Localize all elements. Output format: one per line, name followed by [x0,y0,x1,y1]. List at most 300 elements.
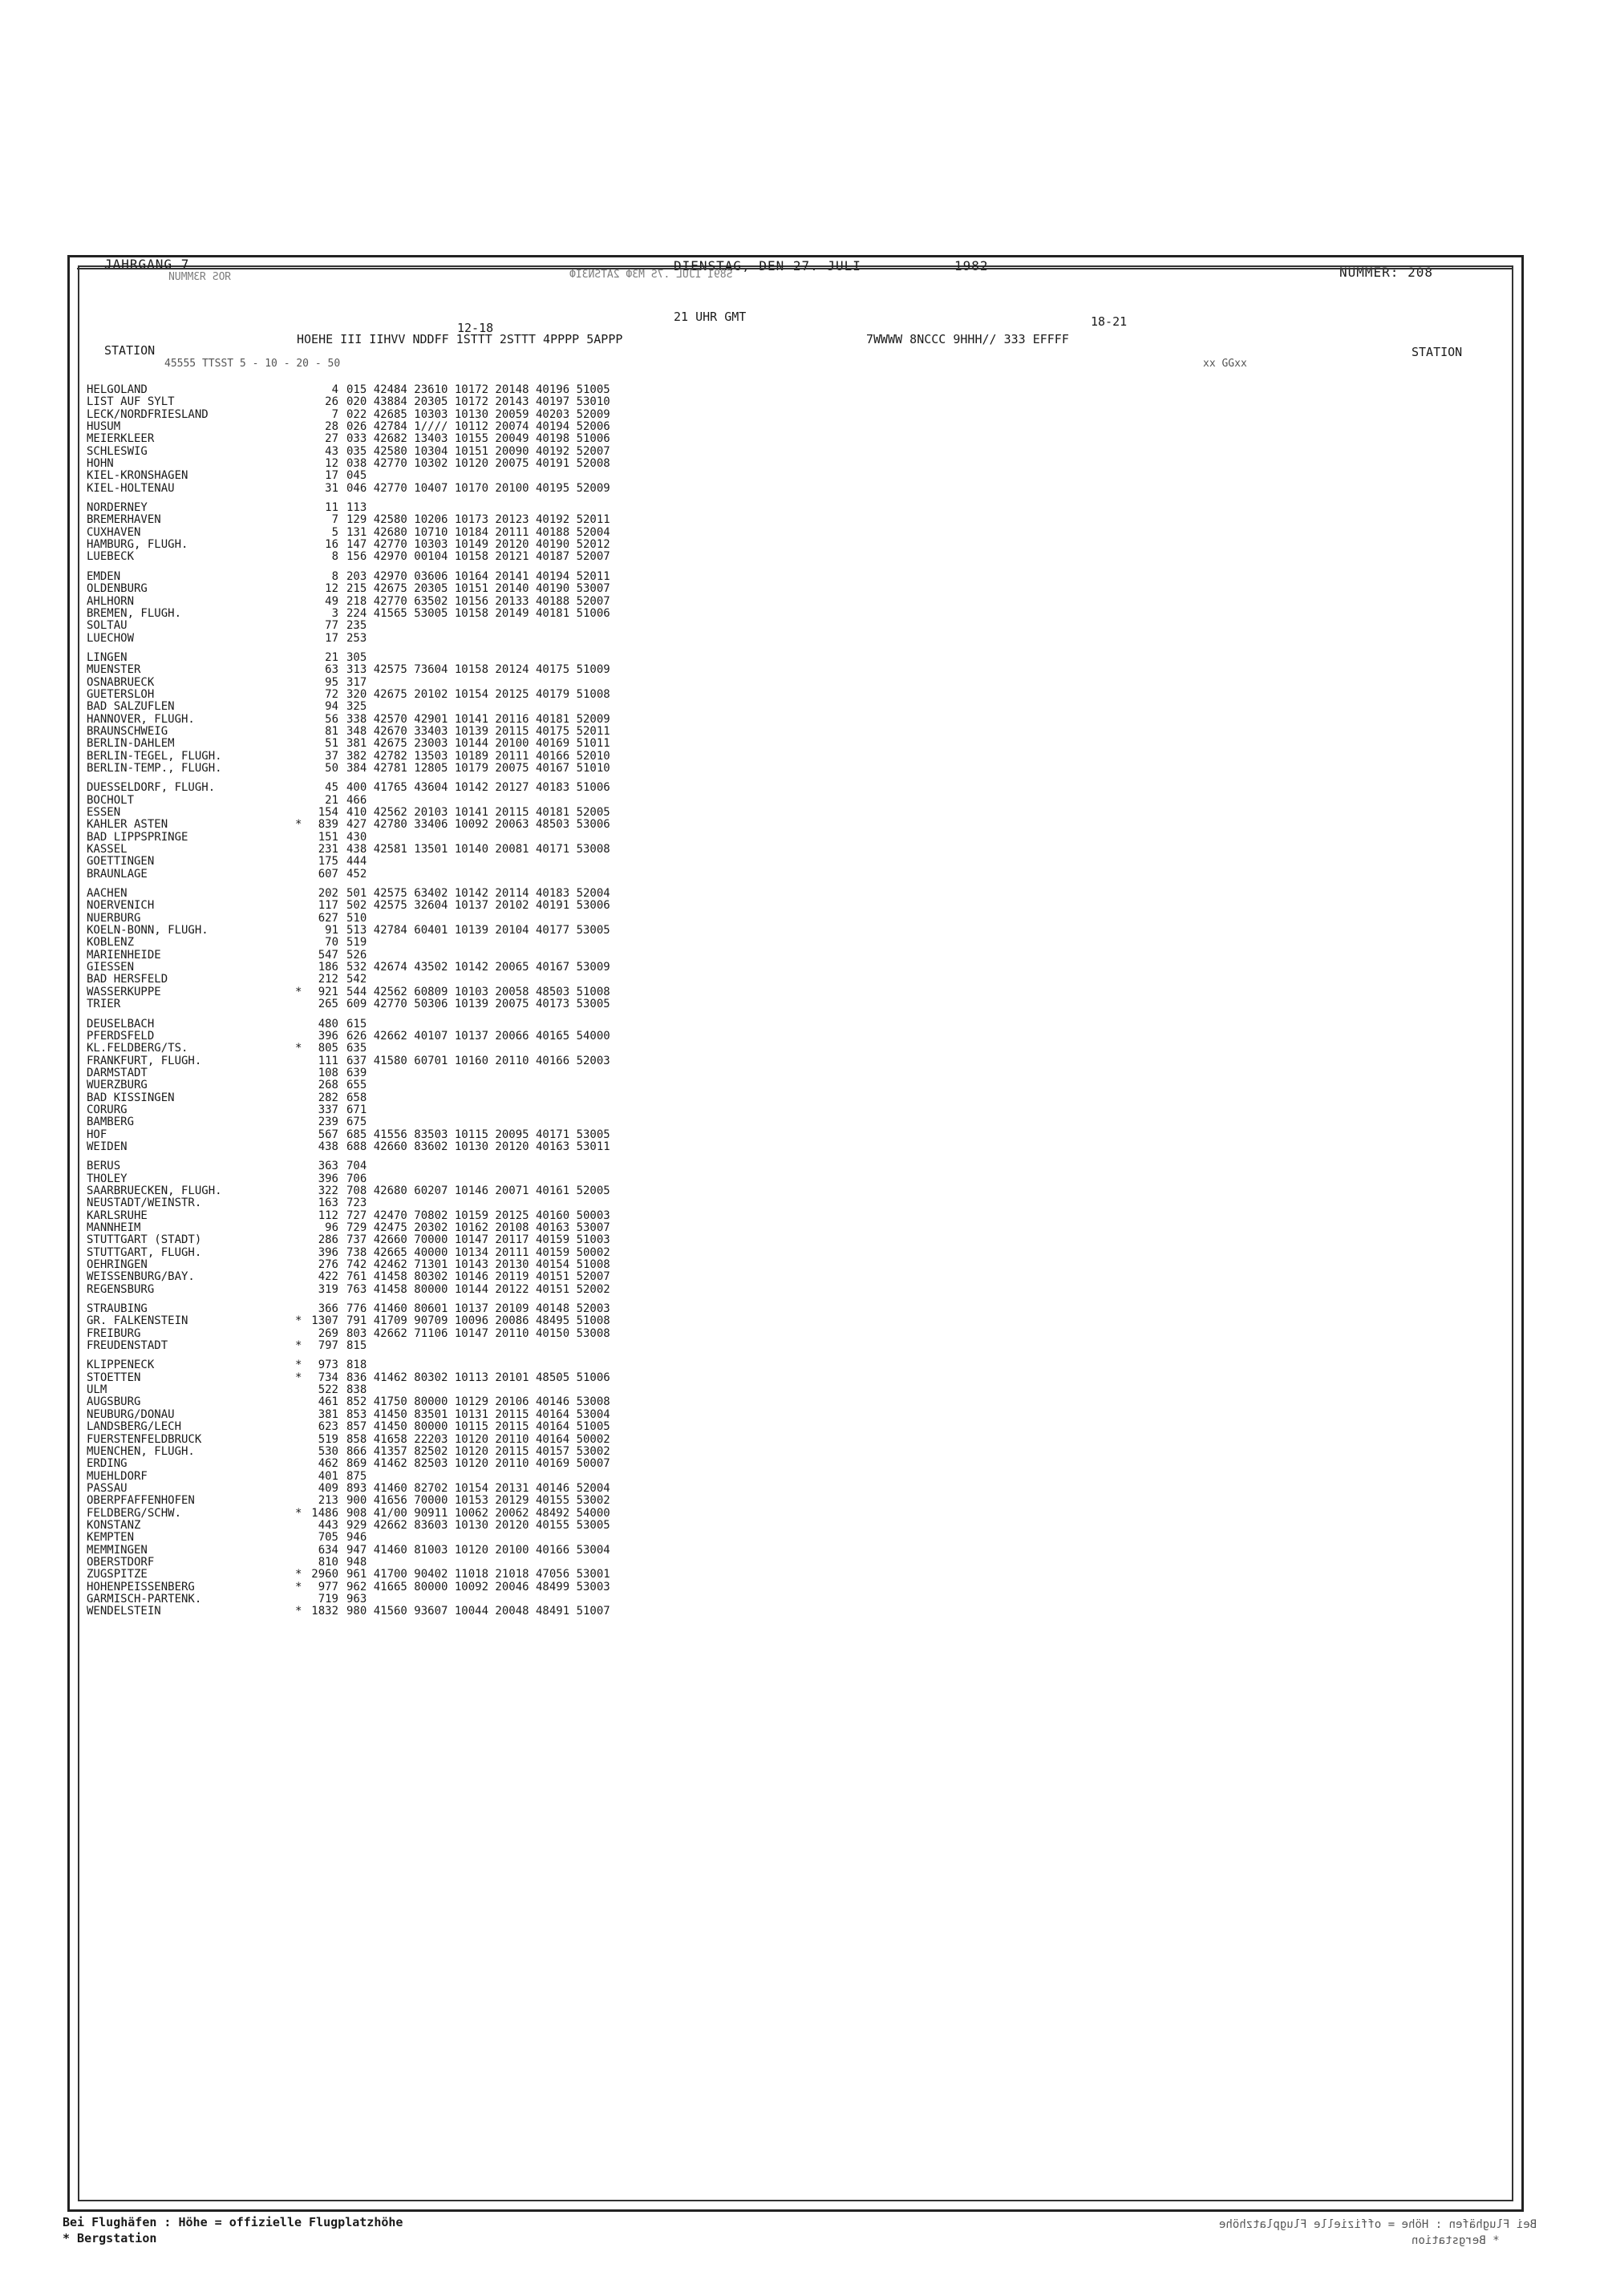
synop-data: 791 41709 90709 10096 20086 48495 51008 [346,1314,610,1328]
synop-data: 384 42781 12805 10179 20075 40167 51010 [346,761,610,775]
station-height: 7 [331,407,338,421]
synop-data: 858 41658 22203 10120 20110 40164 50002 [346,1432,610,1446]
synop-data: 444 [346,855,367,869]
station-name: WEISSENBURG/BAY. [87,1270,195,1284]
station-height: 70 [325,936,338,950]
station-height: 634 [318,1543,338,1557]
table-row [87,750,1498,762]
table-row [87,1457,1498,1469]
synop-data: 502 42575 32604 10137 20102 40191 53006 [346,899,610,913]
table-row [87,831,1498,843]
table-row [87,936,1498,948]
station-name: CUXHAVEN [87,525,141,539]
table-row [87,1507,1498,1519]
station-height: 81 [325,724,338,738]
station-height: 112 [318,1209,338,1222]
synop-data: 763 41458 80000 10144 20122 40151 52002 [346,1282,610,1296]
station-height: 1832 [311,1605,338,1618]
synop-data: 215 42675 20305 10151 20140 40190 53007 [346,582,610,596]
station-height: 797 [318,1339,338,1353]
synop-data: 866 41357 82502 10120 20115 40157 53002 [346,1444,610,1458]
table-row [87,1302,1498,1314]
station-name: KONSTANZ [87,1518,141,1532]
station-height: 95 [325,675,338,689]
station-name: MEMMINGEN [87,1543,148,1557]
synop-data: 869 41462 82503 10120 20110 40169 50007 [346,1457,610,1471]
synop-data: 961 41700 90402 11018 21018 47056 53001 [346,1568,610,1581]
station-height: 91 [325,924,338,937]
synop-data: 224 41565 53005 10158 20149 40181 51006 [346,606,610,620]
synop-data: 427 42780 33406 10092 20063 48503 53006 [346,818,610,832]
station-height: 51 [325,737,338,751]
table-row [87,1470,1498,1482]
mountain-marker: * [295,1359,302,1372]
station-name: HOHN [87,457,114,471]
synop-data: 526 [346,948,367,962]
station-name: LECK/NORDFRIESLAND [87,407,209,421]
synop-data: 727 42470 70802 10159 20125 40160 50003 [346,1209,610,1222]
station-name: BAD HERSFELD [87,973,168,986]
station-name: HAMBURG, FLUGH. [87,538,188,552]
synop-data: 501 42575 63402 10142 20114 40183 52004 [346,887,610,901]
station-height: 805 [318,1042,338,1055]
station-name: NEUBURG/DONAU [87,1407,175,1421]
table-row [87,1258,1498,1270]
station-height: 212 [318,973,338,986]
station-name: TRIER [87,998,121,1011]
table-row [87,912,1498,924]
synop-data: 532 42674 43502 10142 20065 40167 53009 [346,961,610,974]
station-height: 366 [318,1302,338,1316]
station-height: 4 [331,383,338,396]
table-row [87,949,1498,961]
station-name: ZUGSPITZE [87,1568,148,1581]
synop-data: 852 41750 80000 10129 20106 40146 53008 [346,1395,610,1409]
station-height: 96 [325,1221,338,1234]
table-row [87,986,1498,998]
synop-data: 513 42784 60401 10139 20104 40177 53005 [346,924,610,937]
synop-data: 430 [346,830,367,844]
synop-data: 015 42484 23610 10172 20148 40196 51005 [346,383,610,396]
group-spacer [87,1152,1498,1160]
table-row [87,663,1498,675]
table-row [87,725,1498,737]
synop-data: 875 [346,1469,367,1483]
synop-data: 761 41458 80302 10146 20119 40151 52007 [346,1270,610,1284]
table-row [87,924,1498,936]
synop-data: 026 42784 1//// 10112 20074 40194 52006 [346,420,610,434]
station-height: 268 [318,1079,338,1092]
mountain-marker: * [295,1314,302,1328]
table-row [87,501,1498,513]
station-height: 37 [325,749,338,763]
station-height: 49 [325,594,338,608]
table-row [87,899,1498,911]
station-height: 810 [318,1555,338,1569]
header-rule [77,268,1513,269]
station-height: 28 [325,420,338,434]
station-name: NOERVENICH [87,899,155,913]
synop-data: 929 42662 83603 10130 20120 40155 53005 [346,1518,610,1532]
group-spacer [87,1010,1498,1018]
station-height: 50 [325,761,338,775]
mountain-marker: * [295,1339,302,1353]
station-name: HOF [87,1128,107,1141]
station-height: 3 [331,606,338,620]
station-height: 409 [318,1481,338,1495]
station-height: 231 [318,843,338,856]
group-spacer [87,494,1498,501]
synop-data: 046 42770 10407 10170 20100 40195 52009 [346,481,610,495]
synop-data: 400 41765 43604 10142 20127 40183 51006 [346,781,610,795]
table-row [87,1184,1498,1197]
synop-data: 635 [346,1042,367,1055]
table-row [87,1042,1498,1054]
station-name: FRANKFURT, FLUGH. [87,1054,202,1067]
station-name: GUETERSLOH [87,687,155,701]
station-height: 519 [318,1432,338,1446]
station-name: FREIBURG [87,1326,141,1340]
synop-data: 948 [346,1555,367,1569]
station-name: ESSEN [87,806,121,819]
table-row [87,1197,1498,1209]
synop-data: 685 41556 83503 10115 20095 40171 53005 [346,1128,610,1141]
station-name: KLIPPENECK [87,1359,155,1372]
station-height: 719 [318,1592,338,1606]
station-name: BRAUNSCHWEIG [87,724,168,738]
synop-data: 947 41460 81003 10120 20100 40166 53004 [346,1543,610,1557]
synop-data: 305 [346,650,367,664]
station-name: KEMPTEN [87,1531,135,1545]
table-row [87,1605,1498,1617]
station-height: 11 [325,501,338,515]
table-row [87,1233,1498,1245]
table-row [87,513,1498,525]
synop-data: 038 42770 10302 10120 20075 40191 52008 [346,457,610,471]
footnote-airports: Bei Flughäfen : Höhe = offizielle Flugplatzhöhe [63,2215,403,2229]
mountain-marker: * [295,1506,302,1520]
station-name: WUERZBURG [87,1079,148,1092]
table-row [87,1103,1498,1116]
station-name: BOCHOLT [87,793,135,807]
table-row [87,1433,1498,1445]
table-row [87,482,1498,494]
table-row [87,1140,1498,1152]
station-height: 623 [318,1420,338,1434]
table-row [87,1371,1498,1383]
group-spacer [87,774,1498,781]
station-name: BERLIN-DAHLEM [87,737,175,751]
table-row [87,855,1498,867]
station-name: DARMSTADT [87,1066,148,1079]
station-name: BAD KISSINGEN [87,1091,175,1104]
station-name: BERLIN-TEGEL, FLUGH. [87,749,222,763]
table-row [87,383,1498,395]
station-height: 480 [318,1017,338,1031]
table-row [87,651,1498,663]
table-row [87,700,1498,712]
station-name: PASSAU [87,1481,128,1495]
station-name: MUEHLDORF [87,1469,148,1483]
station-height: 5 [331,525,338,539]
synop-data: 313 42575 73604 10158 20124 40175 51009 [346,663,610,677]
synop-data: 348 42670 33403 10139 20115 40175 52011 [346,724,610,738]
synop-data: 609 42770 50306 10139 20075 40173 53005 [346,998,610,1011]
table-row [87,961,1498,973]
footnote-mountain: * Bergstation [63,2231,157,2245]
hours-range: 18-21 [1091,314,1128,329]
station-name: OEHRINGEN [87,1258,148,1272]
station-height: 422 [318,1270,338,1284]
station-name: BAMBERG [87,1116,135,1129]
station-name: STUTTGART (STADT) [87,1233,202,1247]
synop-data: 655 [346,1079,367,1092]
station-height: 56 [325,712,338,726]
table-row [87,457,1498,469]
table-row [87,1018,1498,1030]
station-name: AACHEN [87,887,128,901]
station-height: 8 [331,550,338,564]
station-name: STOETTEN [87,1371,141,1384]
nummer-label: NUMMER: 208 [1339,265,1433,280]
station-height: 337 [318,1103,338,1116]
synop-data: 022 42685 10303 10130 20059 40203 52009 [346,407,610,421]
table-row [87,1383,1498,1395]
table-row [87,538,1498,550]
synop-data: 626 42662 40107 10137 20066 40165 54000 [346,1029,610,1043]
station-height: 461 [318,1395,338,1409]
group-spacer [87,563,1498,570]
synop-data: 857 41450 80000 10115 20115 40164 51005 [346,1420,610,1434]
station-height: 151 [318,830,338,844]
station-height: 26 [325,395,338,409]
station-name: BREMEN, FLUGH. [87,606,182,620]
station-height: 921 [318,985,338,998]
synop-data: 658 [346,1091,367,1104]
station-name: KAHLER ASTEN [87,818,168,832]
station-height: 734 [318,1371,338,1384]
station-name: BERLIN-TEMP., FLUGH. [87,761,222,775]
station-name: LUECHOW [87,631,135,645]
station-name: LUEBECK [87,550,135,564]
station-height: 530 [318,1444,338,1458]
table-row [87,1359,1498,1371]
station-name: SAARBRUECKEN, FLUGH. [87,1184,222,1197]
station-height: 108 [318,1066,338,1079]
synop-data: 639 [346,1066,367,1079]
station-name: EMDEN [87,569,121,583]
table-row [87,1030,1498,1042]
table-row [87,1568,1498,1580]
station-height: 322 [318,1184,338,1197]
station-name: DUESSELDORF, FLUGH. [87,781,216,795]
station-name: GIESSEN [87,961,135,974]
station-height: 443 [318,1518,338,1532]
station-height: 117 [318,899,338,913]
year-label: 1982 [954,258,989,273]
table-row [87,1408,1498,1420]
station-height: 977 [318,1580,338,1593]
synop-data: 853 41450 83501 10131 20115 40164 53004 [346,1407,610,1421]
station-name: BRAUNLAGE [87,867,148,881]
station-height: 17 [325,631,338,645]
station-name: SCHLESWIG [87,444,148,458]
station-height: 319 [318,1282,338,1296]
table-row [87,1209,1498,1221]
station-height: 163 [318,1197,338,1210]
station-name: ERDING [87,1457,128,1471]
station-name: HELGOLAND [87,383,148,396]
table-row [87,1327,1498,1339]
station-height: 522 [318,1383,338,1397]
station-height: 286 [318,1233,338,1247]
mountain-marker: * [295,818,302,832]
synop-data: 671 [346,1103,367,1116]
station-header: STATION [104,343,156,358]
station-height: 77 [325,619,338,633]
footnote-airports-mirror: Bei Flughäfen : Höhe = offizielle Flugplatzhöhe [1219,2218,1537,2231]
synop-data: 320 42675 20102 10154 20125 40179 51008 [346,687,610,701]
station-name: KIEL-KRONSHAGEN [87,469,188,483]
station-height: 8 [331,569,338,583]
station-name: LINGEN [87,650,128,664]
table-row [87,1395,1498,1407]
station-name: AUGSBURG [87,1395,141,1409]
table-row [87,1544,1498,1556]
table-row [87,408,1498,420]
station-name: ULM [87,1383,107,1397]
synop-data: 908 41/00 90911 10062 20062 48492 54000 [346,1506,610,1520]
table-row [87,973,1498,985]
synop-data: 893 41460 82702 10154 20131 40146 52004 [346,1481,610,1495]
synop-data: 900 41656 70000 10153 20129 40155 53002 [346,1494,610,1508]
station-height: 239 [318,1116,338,1129]
station-height: 63 [325,663,338,677]
station-height: 7 [331,513,338,527]
synop-data: 235 [346,619,367,633]
table-row [87,607,1498,619]
station-header-right: STATION [1412,345,1463,359]
station-height: 381 [318,1407,338,1421]
station-name: KASSEL [87,843,128,856]
synop-data: 803 42662 71106 10147 20110 40150 53008 [346,1326,610,1340]
station-height: 276 [318,1258,338,1272]
synop-data: 218 42770 63502 10156 20133 40188 52007 [346,594,610,608]
synop-data: 253 [346,631,367,645]
station-name: FELDBERG/SCHW. [87,1506,182,1520]
station-name: KOBLENZ [87,936,135,950]
table-row [87,550,1498,562]
table-row [87,781,1498,793]
station-name: PFERDSFELD [87,1029,155,1043]
synop-data: 836 41462 80302 10113 20101 48505 51006 [346,1371,610,1384]
synop-data: 510 [346,911,367,925]
synop-data: 452 [346,867,367,881]
station-height: 45 [325,781,338,795]
station-name: MANNHEIM [87,1221,141,1234]
station-height: 401 [318,1469,338,1483]
station-name: HUSUM [87,420,121,434]
synop-data: 147 42770 10303 10149 20120 40190 52012 [346,538,610,552]
table-row [87,1581,1498,1593]
station-name: AHLHORN [87,594,135,608]
station-height: 31 [325,481,338,495]
station-name: FREUDENSTADT [87,1339,168,1353]
synop-data: 544 42562 60809 10103 20058 48503 51008 [346,985,610,998]
station-height: 27 [325,432,338,446]
table-row [87,395,1498,407]
station-name: REGENSBURG [87,1282,155,1296]
synop-data: 738 42665 40000 10134 20111 40159 50002 [346,1245,610,1259]
synop-data: 742 42462 71301 10143 20130 40154 51008 [346,1258,610,1272]
synop-data: 637 41580 60701 10160 20110 40166 52003 [346,1054,610,1067]
station-name: BREMERHAVEN [87,513,161,527]
table-row [87,1270,1498,1282]
station-name: LANDSBERG/LECH [87,1420,182,1434]
table-row [87,1160,1498,1172]
synop-data: 317 [346,675,367,689]
table-row [87,676,1498,688]
synop-data: 706 [346,1172,367,1185]
table-row [87,1519,1498,1531]
synop-data: 035 42580 10304 10151 20090 40192 52007 [346,444,610,458]
table-row [87,1556,1498,1568]
station-name: MUENCHEN, FLUGH. [87,1444,195,1458]
station-name: KL.FELDBERG/TS. [87,1042,188,1055]
station-height: 363 [318,1160,338,1173]
station-height: 111 [318,1054,338,1067]
synop-data: 838 [346,1383,367,1397]
station-height: 396 [318,1245,338,1259]
table-row [87,632,1498,644]
table-row [87,469,1498,481]
table-row [87,1091,1498,1103]
synop-data: 542 [346,973,367,986]
table-row [87,1593,1498,1605]
uhr-label: 21 UHR GMT [674,310,747,324]
mirror-header-mid: S891 IJUL .7S МЗФ 2ATSNЗIФ [569,269,733,281]
station-name: NUERBURG [87,911,141,925]
station-name: OBERPFAFFENHOFEN [87,1494,195,1508]
station-name: LIST AUF SYLT [87,395,175,409]
station-name: GARMISCH-PARTENK. [87,1592,202,1606]
group-spacer [87,1351,1498,1359]
station-height: 202 [318,887,338,901]
table-row [87,868,1498,880]
jahrgang-label: JAHRGANG 7 [104,257,190,272]
station-height: 2960 [311,1568,338,1581]
station-height: 627 [318,911,338,925]
synop-data: 131 42680 10710 10184 20111 40188 52004 [346,525,610,539]
synop-data: 203 42970 03606 10164 20141 40194 52011 [346,569,610,583]
table-row [87,737,1498,749]
table-row [87,818,1498,830]
synop-data: 963 [346,1592,367,1606]
date-label: DIENSTAG, DEN 27. JULI [674,258,861,273]
synop-data: 033 42682 13403 10155 20049 40198 51006 [346,432,610,446]
group-spacer [87,644,1498,651]
station-height: 282 [318,1091,338,1104]
station-height: 16 [325,538,338,552]
mountain-marker: * [295,1580,302,1593]
synop-data: 688 42660 83602 10130 20120 40163 53011 [346,1140,610,1153]
table-row [87,1494,1498,1506]
table-row [87,1221,1498,1233]
table-row [87,445,1498,457]
synop-data: 382 42782 13503 10189 20111 40166 52010 [346,749,610,763]
station-height: 213 [318,1494,338,1508]
synop-data: 723 [346,1197,367,1210]
